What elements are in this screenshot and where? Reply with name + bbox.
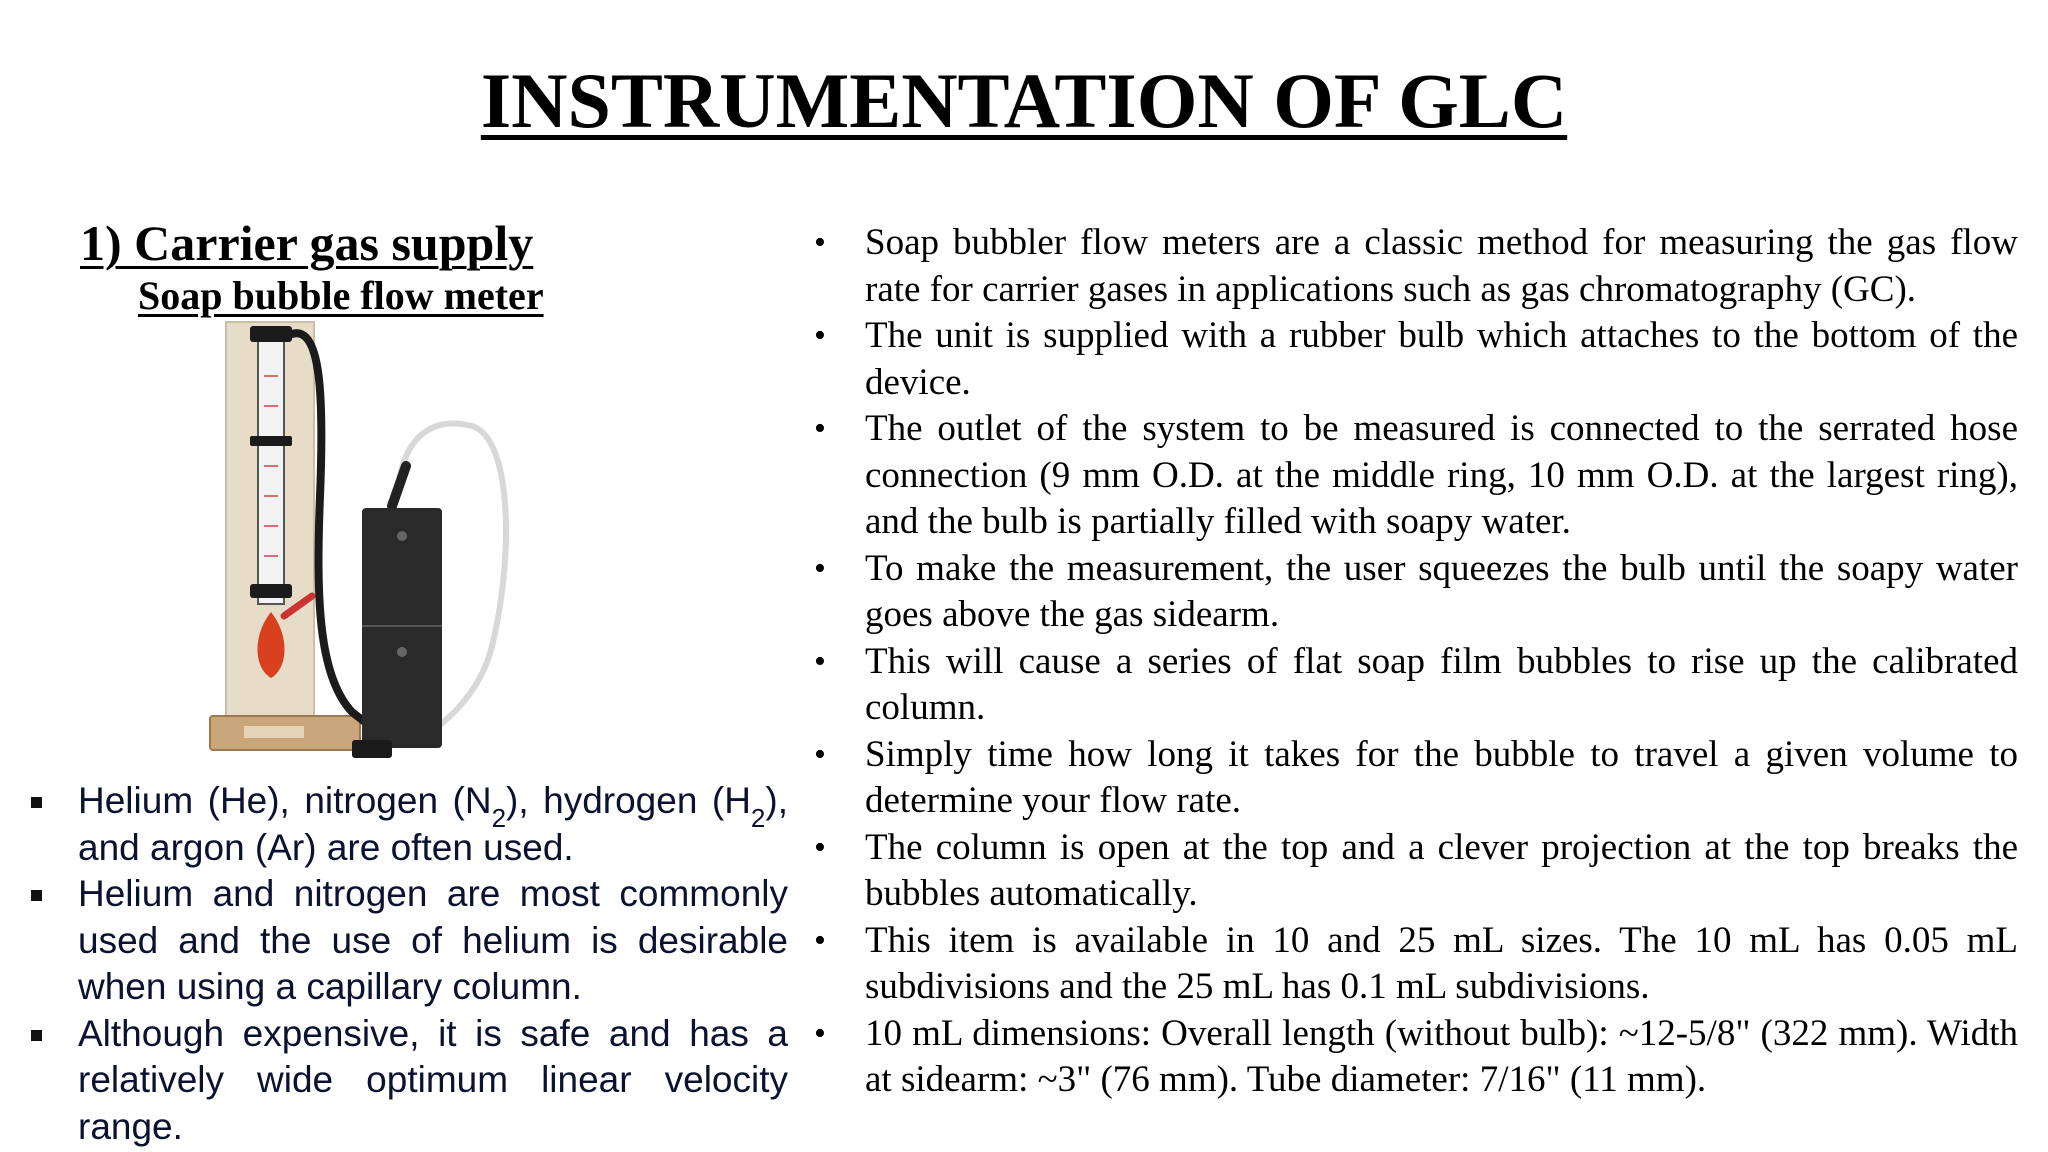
list-item: • The unit is supplied with a rubber bulb which attaches to the bottom of the device.: [808, 313, 2018, 406]
list-item: Helium (He), nitrogen $(N_2)$, hydrogen $(H_2)$, and argon (Ar) are often used.: [28, 778, 788, 871]
page-title-text: INSTRUMENTATION OF GLC: [480, 57, 1568, 144]
black-box: [362, 508, 442, 748]
list-item: • To make the measurement, the user squeezes the bulb until the soapy water goes above the gas sidearm.: [808, 546, 2018, 639]
meter-mid-clamp: [250, 436, 292, 446]
carrier-gas-list: [28, 778, 788, 1150]
page-title: [0, 57, 2048, 144]
list-item: • This will cause a series of flat soap film bubbles to rise up the calibrated column.: [808, 639, 2018, 732]
list-item: • The outlet of the system to be measured is connected to the serrated hose connection (9 mm O.D. at the middle ring, 10 mm O.D. at the largest ring), and the bulb is partially filled with soapy water.: [808, 406, 2018, 546]
list-item: Although expensive, it is safe and has a relatively wide optimum linear velocity range.: [28, 1011, 788, 1151]
hose-connector: [392, 466, 406, 506]
list-item: • The column is open at the top and a clever projection at the top breaks the bubbles automatically.: [808, 825, 2018, 918]
meter-column: [258, 334, 284, 604]
box-foot: [352, 740, 392, 758]
list-item: • Soap bubbler flow meters are a classic method for measuring the gas flow rate for carrier gases in applications such as gas chromatography (GC).: [808, 220, 2018, 313]
section-subheading: Soap bubble flow meter: [138, 273, 544, 318]
list-item: Helium and nitrogen are most commonly used and the use of helium is desirable when using a capillary column.: [28, 871, 788, 1011]
base-label: [244, 726, 304, 738]
flow-meter-description-list: [808, 220, 2018, 1104]
section-heading: 1) Carrier gas supply: [80, 215, 534, 271]
list-item: • Simply time how long it takes for the bubble to travel a given volume to determine your flow rate.: [808, 732, 2018, 825]
meter-bottom-clamp: [250, 584, 292, 598]
list-item: • This item is available in 10 and 25 mL sizes. The 10 mL has 0.05 mL subdivisions and the 25 mL has 0.1 mL subdivisions.: [808, 918, 2018, 1011]
soap-bubble-flow-meter-image: [192, 316, 552, 776]
list-item: • 10 mL dimensions: Overall length (without bulb): ~12-5/8" (322 mm). Width at sidearm: ~3" (76 mm). Tube diameter: 7/16" (11 mm).: [808, 1011, 2018, 1104]
